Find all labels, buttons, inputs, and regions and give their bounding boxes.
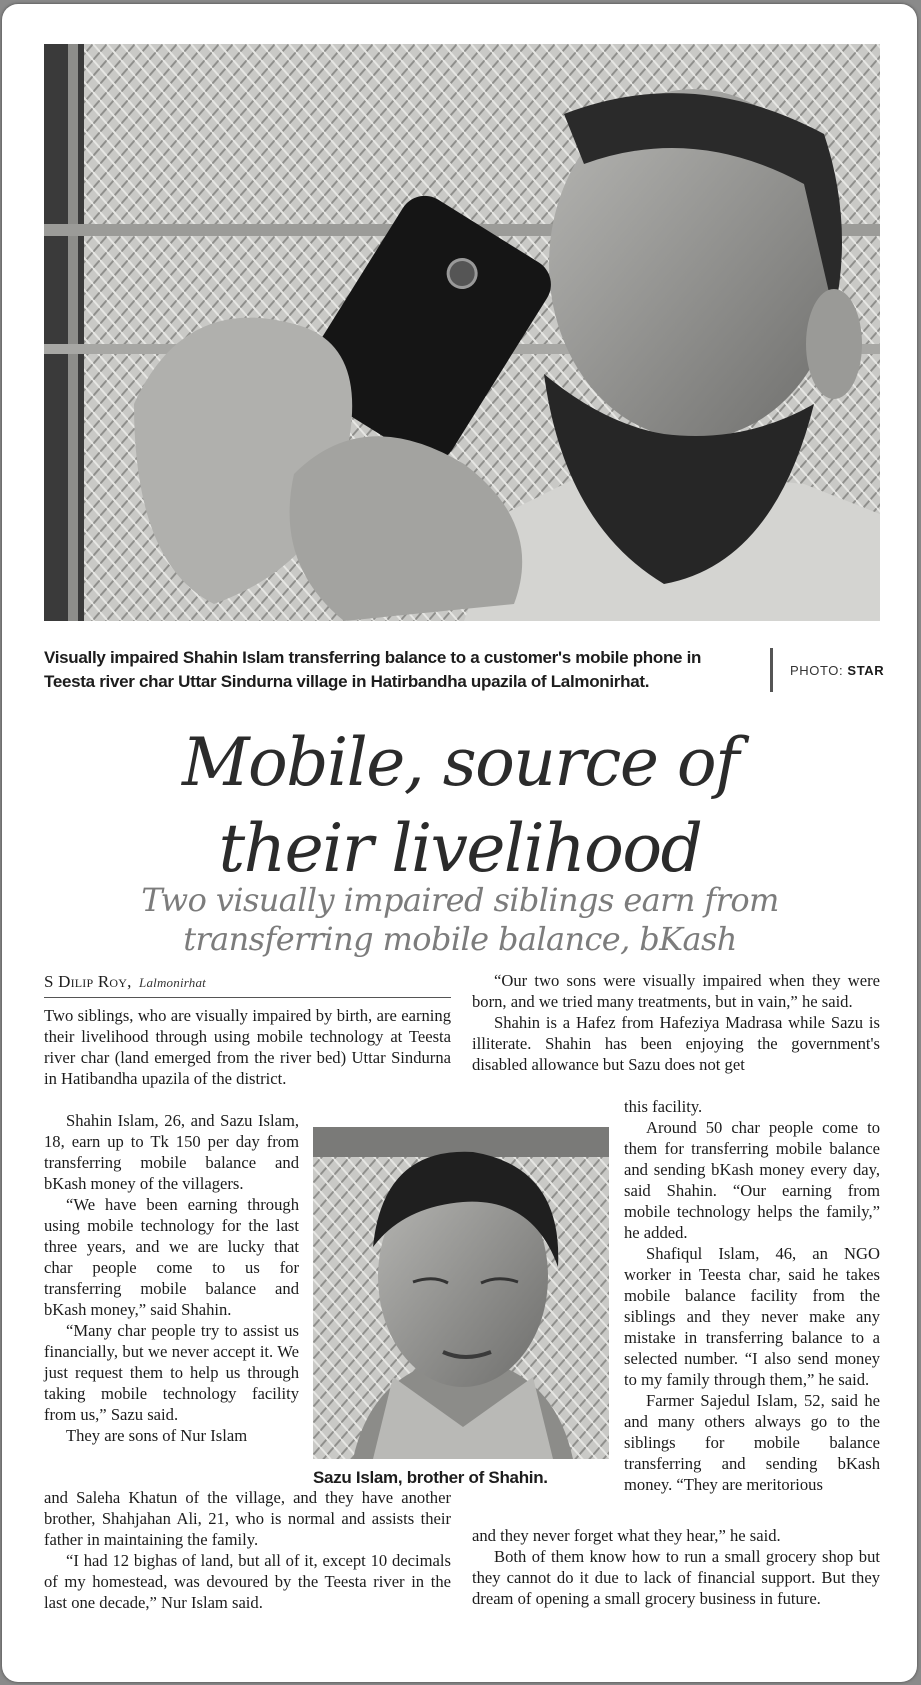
- paragraph: “Many char people try to assist us financially, but we never accept it. We just request them to help us through taking mobile technology facility from us,” Sazu said.: [44, 1321, 299, 1424]
- paragraph: Shahin Islam, 26, and Sazu Islam, 18, earn up to Tk 150 per day from transferring mobile balance and bKash money of the villagers.: [44, 1111, 299, 1193]
- article-column-2-bottom: [472, 1525, 880, 1609]
- byline-author: S Dilip Roy,: [44, 972, 132, 991]
- subheadline-line-1: Two visually impaired siblings earn from: [141, 881, 779, 919]
- inset-photo: [313, 1127, 609, 1459]
- headline-line-1: Mobile, source of: [181, 724, 739, 801]
- photo-credit: [790, 663, 884, 678]
- paragraph: Around 50 char people come to them for transferring mobile balance and sending bKash money every day, said Shahin. “Our earning from mobile technology helps the family,” he added.: [624, 1118, 880, 1242]
- paragraph: Both of them know how to run a small grocery shop but they cannot do it due to lack of financial support. But they dream of opening a small grocery business in future.: [472, 1547, 880, 1608]
- photo-caption: Visually impaired Shahin Islam transferring balance to a customer's mobile phone in Teesta river char Uttar Sindurna village in Hatirbandha upazila of Lalmonirhat.: [44, 648, 702, 691]
- inset-photo-caption: Sazu Islam, brother of Shahin.: [313, 1468, 548, 1487]
- paragraph: this facility.: [624, 1097, 703, 1116]
- paragraph: Shafiqul Islam, 46, an NGO worker in Teesta char, said he takes mobile balance facility from the siblings and they never make any mistake in transferring balance to a selected number. “I also send money to my family through them,” he said.: [624, 1244, 880, 1389]
- paragraph: They are sons of Nur Islam: [66, 1426, 248, 1445]
- article-column-1-top: [44, 1005, 451, 1089]
- credit-source: STAR: [847, 663, 885, 678]
- article-column-1-bottom: [44, 1487, 451, 1613]
- headline-line-2: their livelihood: [218, 810, 702, 887]
- paragraph: and Saleha Khatun of the village, and they have another brother, Shahjahan Ali, 21, who is normal and assists their father in maintaining the family.: [44, 1488, 451, 1549]
- credit-label: PHOTO:: [790, 663, 844, 678]
- paragraph: Two siblings, who are visually impaired by birth, are earning their livelihood through using mobile technology at Teesta river char (land emerged from the river bed) Uttar Sindurna in Hatibandha upazila of the district.: [44, 1006, 451, 1088]
- byline: [44, 972, 206, 992]
- byline-divider: [44, 997, 451, 998]
- paragraph: Farmer Sajedul Islam, 52, said he and many others always go to the siblings for mobile balance transferring and sending bKash money. “They are meritorious: [624, 1391, 880, 1494]
- article-column-2-top: [472, 970, 880, 1075]
- paragraph: Shahin is a Hafez from Hafeziya Madrasa while Sazu is illiterate. Shahin has been enjoying the government's disabled allowance but Sazu does not get: [472, 1013, 880, 1074]
- article-column-1-wrap: [44, 1110, 299, 1446]
- credit-divider: [770, 648, 773, 692]
- paragraph: “I had 12 bighas of land, but all of it, except 10 decimals of my homestead, was devoured by the Teesta river in the last one decade,” Nur Islam said.: [44, 1551, 451, 1612]
- paragraph: “We have been earning through using mobile technology for the last three years, and we are lucky that char people come to us for transferring mobile balance and bKash money,” said Shahin.: [44, 1195, 299, 1319]
- subheadline: [70, 881, 850, 959]
- paragraph: “Our two sons were visually impaired when they were born, and we tried many treatments, but in vain,” he said.: [472, 971, 880, 1011]
- headline: [60, 720, 860, 892]
- byline-location: Lalmonirhat: [139, 975, 206, 990]
- paragraph: and they never forget what they hear,” he said.: [472, 1526, 781, 1545]
- subheadline-line-2: transferring mobile balance, bKash: [183, 920, 737, 958]
- article-column-2-wrap: [624, 1096, 880, 1495]
- main-photo: [44, 44, 880, 621]
